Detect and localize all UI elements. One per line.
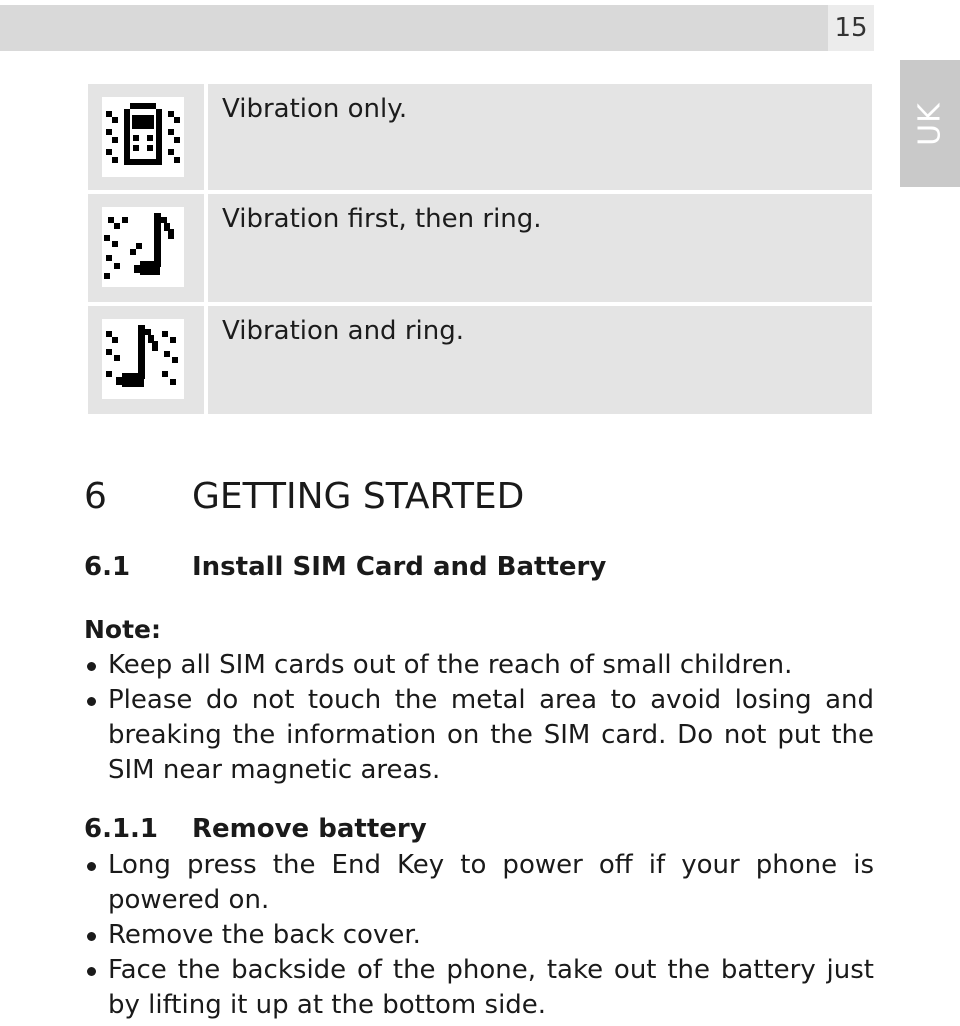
- list-item: Keep all SIM cards out of the reach of small children.: [84, 648, 874, 683]
- ring-mode-label-cell: [208, 194, 872, 302]
- ring-mode-label: Vibration first, then ring.: [222, 204, 542, 234]
- subsection-title: Install SIM Card and Battery: [192, 552, 607, 582]
- icon-cell: [88, 306, 204, 414]
- subsubsection-title: Remove battery: [192, 814, 427, 844]
- header-bar: [0, 5, 828, 51]
- subsubsection-heading: [84, 814, 427, 844]
- subsection-number: 6.1: [84, 552, 131, 582]
- icon-cell: [88, 84, 204, 190]
- vibration-then-ring-icon: [102, 207, 184, 287]
- ring-mode-row: [88, 194, 872, 302]
- language-tab-label: UK: [912, 101, 948, 146]
- icon-cell: [88, 194, 204, 302]
- list-item: Long press the End Key to power off if your phone is powered on.: [84, 848, 874, 918]
- ring-mode-label-cell: [208, 84, 872, 190]
- list-item: Face the backside of the phone, take out the battery just by lifting it up at the bottom side.: [84, 953, 874, 1023]
- note-list: [84, 648, 874, 788]
- ring-mode-label: Vibration only.: [222, 94, 408, 124]
- remove-battery-list: [84, 848, 874, 1023]
- note-label: Note:: [84, 615, 162, 644]
- ring-mode-label-cell: [208, 306, 872, 414]
- list-item: Please do not touch the metal area to avoid losing and breaking the information on the SIM card. Do not put the SIM near magnetic areas.: [84, 683, 874, 788]
- subsubsection-number: 6.1.1: [84, 814, 159, 844]
- vibration-icon: [102, 97, 184, 177]
- section-title: GETTING STARTED: [192, 476, 525, 517]
- ring-mode-row: [88, 306, 872, 414]
- subsection-heading: [84, 552, 607, 582]
- vibration-and-ring-icon: [102, 319, 184, 399]
- ring-mode-label: Vibration and ring.: [222, 316, 464, 346]
- ring-mode-row: [88, 84, 872, 190]
- section-number: 6: [84, 476, 107, 517]
- list-item: Remove the back cover.: [84, 918, 874, 953]
- language-tab: [900, 60, 960, 187]
- page-number: 15: [828, 5, 874, 51]
